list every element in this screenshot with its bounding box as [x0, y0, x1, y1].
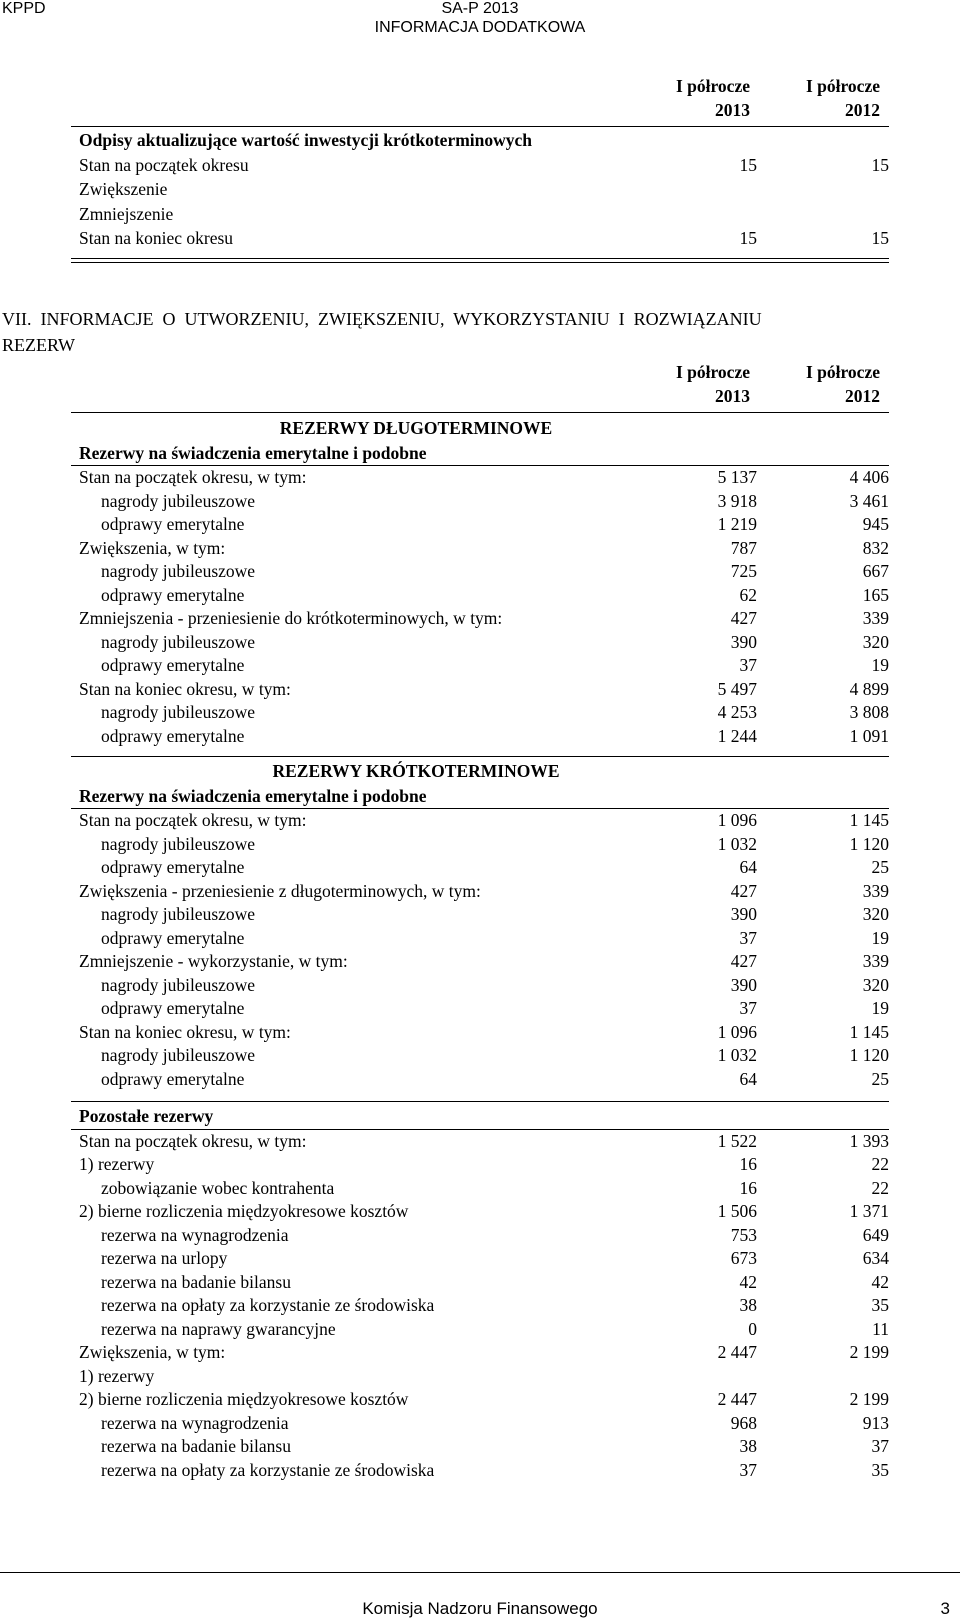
table-row: [71, 856, 889, 880]
row-label: odprawy emerytalne: [101, 655, 245, 675]
value-2013: 427: [730, 880, 757, 901]
table-row: [71, 560, 889, 584]
table-row: [71, 997, 889, 1021]
value-2012: 22: [871, 1154, 889, 1174]
value-2013: 15: [739, 228, 757, 248]
row-label: Zwiększenia, w tym:: [79, 1342, 226, 1362]
table-row: [71, 584, 889, 608]
col2-header-line1: I półrocze: [805, 76, 880, 96]
row-label: rezerwa na badanie bilansu: [101, 1436, 291, 1456]
value-2012: 2 199: [849, 1389, 889, 1409]
table-row: [71, 1341, 889, 1365]
value-2012: 913: [862, 1412, 889, 1433]
table-row: [71, 1247, 889, 1271]
col1-header-line1: I półrocze: [675, 362, 750, 382]
row-label: Zwiększenie: [79, 179, 168, 199]
value-2012: 320: [862, 904, 889, 924]
value-2013: 4 253: [717, 702, 757, 722]
value-2012: 832: [862, 537, 889, 558]
row-label: zobowiązanie wobec kontrahenta: [101, 1177, 335, 1198]
table1-title-row: [71, 128, 889, 153]
value-2012: 15: [871, 154, 889, 175]
value-2013: 1 096: [717, 1021, 757, 1042]
row-label: odprawy emerytalne: [101, 584, 245, 605]
other-subheading-row: [71, 1104, 889, 1130]
row-label: odprawy emerytalne: [101, 725, 245, 746]
value-2012: 11: [872, 1318, 889, 1339]
table-row: [71, 1365, 889, 1389]
value-2013: 1 032: [717, 833, 757, 854]
table-row: [71, 1044, 889, 1068]
value-2013: 37: [739, 927, 757, 948]
value-2012: 339: [862, 608, 889, 628]
shortterm-rows: [71, 809, 889, 1091]
value-2013: 2 447: [717, 1389, 757, 1409]
value-2012: 3 808: [849, 702, 889, 722]
row-label: Zwiększenia - przeniesienie z długoterminowych, w tym:: [79, 880, 481, 901]
table-row: [71, 809, 889, 833]
footer-text: Komisja Nadzoru Finansowego: [362, 1599, 598, 1618]
value-2013: 968: [730, 1412, 757, 1433]
row-label: nagrody jubileuszowe: [101, 490, 256, 511]
col1-header-line2: 2013: [715, 100, 750, 120]
value-2013: 390: [730, 904, 757, 924]
row-label: nagrody jubileuszowe: [101, 702, 256, 722]
value-2013: 62: [739, 584, 757, 605]
value-2012: 1 145: [849, 810, 889, 830]
value-2013: 3 918: [717, 490, 757, 511]
row-label: odprawy emerytalne: [101, 857, 245, 877]
value-2013: 2 447: [717, 1342, 757, 1362]
value-2012: 667: [862, 561, 889, 581]
value-2012: 19: [871, 927, 889, 948]
row-label: odprawy emerytalne: [101, 1068, 245, 1089]
value-2012: 42: [871, 1271, 889, 1292]
value-2013: 787: [730, 537, 757, 558]
value-2013: 37: [739, 1459, 757, 1480]
table-row: [71, 537, 889, 561]
table-row: [71, 974, 889, 998]
table-row: [71, 607, 889, 631]
row-label: rezerwa na badanie bilansu: [101, 1271, 291, 1292]
header-center-line1: SA-P 2013: [441, 0, 519, 17]
row-label: odprawy emerytalne: [101, 514, 245, 534]
section-title-line1: VII. INFORMACJE O UTWORZENIU, ZWIĘKSZENIU, WYKORZYSTANIU I ROZWIĄZANIU: [2, 309, 762, 329]
value-2013: 37: [739, 655, 757, 675]
table-row: [71, 513, 889, 537]
header-left: KPPD: [2, 0, 46, 17]
value-2013: 0: [748, 1318, 757, 1339]
value-2013: 427: [730, 608, 757, 628]
value-2013: 673: [730, 1248, 757, 1268]
other-rows: [71, 1130, 889, 1483]
value-2013: 390: [730, 631, 757, 652]
row-label: Stan na początek okresu, w tym:: [79, 1130, 307, 1151]
value-2012: 339: [862, 951, 889, 971]
value-2012: 634: [862, 1248, 889, 1268]
value-2012: 945: [862, 514, 889, 534]
row-label: rezerwa na wynagrodzenia: [101, 1224, 289, 1245]
row-label: rezerwa na naprawy gwarancyjne: [101, 1318, 336, 1339]
table-row: [71, 927, 889, 951]
other-table: [71, 1104, 889, 1482]
table1-title: Odpisy aktualizujące wartość inwestycji krótkoterminowych: [79, 130, 533, 150]
value-2012: 1 393: [849, 1130, 889, 1151]
value-2012: 4 899: [849, 678, 889, 699]
table-row: [71, 950, 889, 974]
table-row: [71, 1177, 889, 1201]
row-label: rezerwa na opłaty za korzystanie ze środowiska: [101, 1295, 435, 1315]
table-row: [71, 1224, 889, 1248]
table-row: [71, 1412, 889, 1436]
table1-top-rule: [71, 126, 889, 127]
row-label: Stan na początek okresu: [79, 154, 249, 175]
longterm-heading: REZERWY DŁUGOTERMINOWE: [279, 418, 553, 438]
table-row: [71, 177, 889, 202]
row-label: Zmniejszenie: [79, 203, 174, 224]
value-2012: 3 461: [849, 490, 889, 511]
header-center-line2: INFORMACJA DODATKOWA: [374, 19, 586, 36]
value-2012: 649: [862, 1224, 889, 1245]
row-label: odprawy emerytalne: [101, 998, 245, 1018]
row-label: 1) rezerwy: [79, 1154, 155, 1174]
shortterm-heading: REZERWY KRÓTKOTERMINOWE: [272, 761, 560, 781]
value-2013: 1 096: [717, 810, 757, 830]
col2-header-line2: 2012: [845, 100, 880, 120]
value-2013: 1 244: [717, 725, 757, 746]
value-2013: 16: [739, 1177, 757, 1198]
row-label: Zmniejszenia - przeniesienie do krótkoterminowych, w tym:: [79, 608, 503, 628]
table-row: [71, 833, 889, 857]
table-row: [71, 1068, 889, 1092]
table-row: [71, 1318, 889, 1342]
row-label: Stan na koniec okresu, w tym:: [79, 1021, 291, 1042]
table-row: [71, 1130, 889, 1154]
value-2013: 38: [739, 1436, 757, 1456]
value-2013: 38: [739, 1295, 757, 1315]
value-2012: 35: [871, 1295, 889, 1315]
row-label: Stan na koniec okresu: [79, 228, 234, 248]
row-label: Zmniejszenie - wykorzystanie, w tym:: [79, 951, 348, 971]
table-row: [71, 701, 889, 725]
longterm-top-rule: [71, 412, 889, 413]
row-label: rezerwa na wynagrodzenia: [101, 1412, 289, 1433]
table-row: [71, 678, 889, 702]
value-2012: 165: [862, 584, 889, 605]
value-2013: 16: [739, 1154, 757, 1174]
row-label: rezerwa na urlopy: [101, 1248, 228, 1268]
value-2012: 25: [871, 857, 889, 877]
value-2012: 1 145: [849, 1021, 889, 1042]
footer-rule: [0, 1572, 960, 1573]
value-2012: 1 091: [849, 725, 889, 746]
table-row: [71, 490, 889, 514]
other-subheading: Pozostałe rezerwy: [79, 1106, 214, 1126]
value-2013: 64: [739, 1068, 757, 1089]
table-row: [71, 202, 889, 227]
value-2012: 1 371: [849, 1201, 889, 1221]
other-top-rule: [71, 1101, 889, 1102]
value-2012: 320: [862, 974, 889, 995]
table-row: [71, 153, 889, 178]
value-2013: 42: [739, 1271, 757, 1292]
value-2012: 1 120: [849, 833, 889, 854]
value-2012: 1 120: [849, 1045, 889, 1065]
value-2013: 1 506: [717, 1201, 757, 1221]
table-row: [71, 903, 889, 927]
table-row: [71, 1435, 889, 1459]
table-row: [71, 466, 889, 490]
table-row: [71, 1388, 889, 1412]
value-2012: 339: [862, 880, 889, 901]
value-2013: 725: [730, 561, 757, 581]
longterm-subheading-row: [71, 441, 889, 467]
shortterm-table: [71, 759, 889, 1091]
value-2013: 753: [730, 1224, 757, 1245]
value-2012: 4 406: [849, 467, 889, 487]
table-row: [71, 226, 889, 251]
row-label: Stan na koniec okresu, w tym:: [79, 678, 291, 699]
longterm-subheading: Rezerwy na świadczenia emerytalne i podobne: [79, 442, 427, 463]
table-row: [71, 1271, 889, 1295]
row-label: rezerwa na opłaty za korzystanie ze środowiska: [101, 1459, 435, 1480]
shortterm-top-rule: [71, 756, 889, 757]
table-row: [71, 1200, 889, 1224]
longterm-table: [71, 416, 889, 748]
table-row: [71, 654, 889, 678]
col1-header-line1: I półrocze: [675, 76, 750, 96]
value-2013: 15: [739, 154, 757, 175]
row-label: nagrody jubileuszowe: [101, 561, 256, 581]
value-2013: 1 032: [717, 1045, 757, 1065]
row-label: 1) rezerwy: [79, 1365, 155, 1386]
longterm-heading-row: [71, 416, 889, 441]
value-2012: 19: [871, 998, 889, 1018]
value-2012: 35: [871, 1459, 889, 1480]
row-label: odprawy emerytalne: [101, 927, 245, 948]
row-label: 2) bierne rozliczenia międzyokresowe kosztów: [79, 1389, 409, 1409]
table-row: [71, 1153, 889, 1177]
shortterm-subheading-row: [71, 784, 889, 810]
shortterm-subheading: Rezerwy na świadczenia emerytalne i podobne: [79, 785, 427, 806]
value-2012: 2 199: [849, 1342, 889, 1362]
row-label: nagrody jubileuszowe: [101, 1045, 256, 1065]
value-2012: 15: [871, 228, 889, 248]
page-number: 3: [940, 1599, 950, 1618]
value-2012: 19: [871, 655, 889, 675]
row-label: 2) bierne rozliczenia międzyokresowe kosztów: [79, 1201, 409, 1221]
row-label: nagrody jubileuszowe: [101, 904, 256, 924]
section-title-line2: REZERW: [2, 335, 75, 355]
value-2013: 64: [739, 857, 757, 877]
row-label: Stan na początek okresu, w tym:: [79, 467, 307, 487]
value-2013: 5 497: [717, 678, 757, 699]
row-label: nagrody jubileuszowe: [101, 833, 256, 854]
row-label: Stan na początek okresu, w tym:: [79, 810, 307, 830]
value-2012: 37: [871, 1436, 889, 1456]
table-row: [71, 725, 889, 749]
col2-header-line2: 2012: [845, 386, 880, 406]
row-label: nagrody jubileuszowe: [101, 974, 256, 995]
row-label: Zwiększenia, w tym:: [79, 537, 226, 558]
longterm-rows: [71, 466, 889, 748]
value-2013: 390: [730, 974, 757, 995]
table-row: [71, 1294, 889, 1318]
col1-header-line2: 2013: [715, 386, 750, 406]
table1-bottom-rule: [71, 258, 889, 263]
value-2013: 1 219: [717, 514, 757, 534]
value-2012: 22: [871, 1177, 889, 1198]
shortterm-heading-row: [71, 759, 889, 784]
value-2012: 25: [871, 1068, 889, 1089]
value-2013: 5 137: [717, 467, 757, 487]
value-2012: 320: [862, 631, 889, 652]
col2-header-line1: I półrocze: [805, 362, 880, 382]
table-row: [71, 631, 889, 655]
table-row: [71, 880, 889, 904]
value-2013: 427: [730, 951, 757, 971]
row-label: nagrody jubileuszowe: [101, 631, 256, 652]
table-row: [71, 1021, 889, 1045]
value-2013: 1 522: [717, 1130, 757, 1151]
table-row: [71, 1459, 889, 1483]
table1-body: [71, 128, 889, 251]
value-2013: 37: [739, 998, 757, 1018]
